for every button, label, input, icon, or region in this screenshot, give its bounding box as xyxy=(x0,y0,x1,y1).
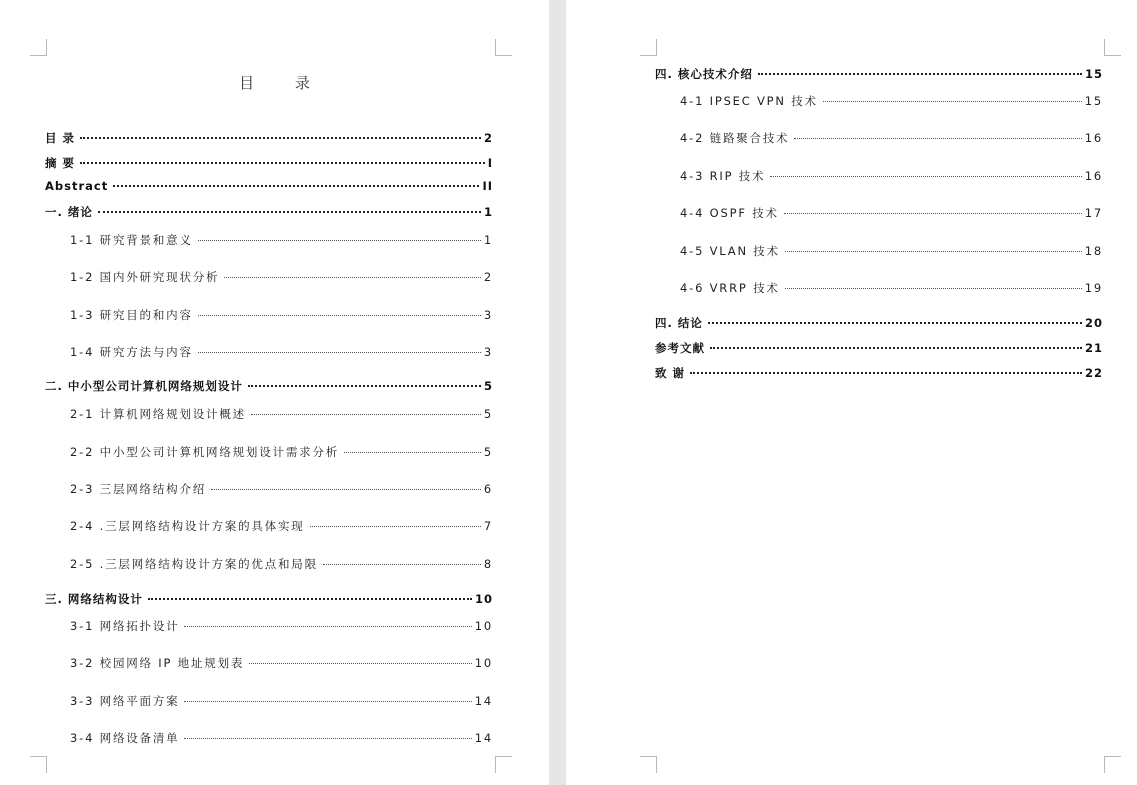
toc-entry-page-number: 17 xyxy=(1084,206,1103,220)
toc-entry-label: 2-3 三层网络结构介绍 xyxy=(70,482,207,496)
toc-entry-page-number: 22 xyxy=(1084,366,1103,380)
toc-entry-label: 三. 网络结构设计 xyxy=(45,592,143,606)
dot-leader xyxy=(198,352,481,353)
toc-entry[interactable] xyxy=(680,280,1103,296)
toc-entry[interactable] xyxy=(680,93,1103,109)
dot-leader xyxy=(251,414,481,415)
toc-entry[interactable] xyxy=(45,130,493,146)
toc-entry-page-number: 14 xyxy=(474,731,493,745)
dot-leader xyxy=(785,251,1082,252)
toc-entry-label: 1-3 研究目的和内容 xyxy=(70,308,193,322)
crop-mark xyxy=(640,756,657,773)
toc-entry-label: 3-1 网络拓扑设计 xyxy=(70,619,180,633)
toc-entry[interactable] xyxy=(70,344,493,360)
toc-entry-page-number: 2 xyxy=(483,270,493,284)
toc-entry-label: 1-2 国内外研究现状分析 xyxy=(70,270,220,284)
toc-entry-label: 4-4 OSPF 技术 xyxy=(680,206,779,220)
toc-entry-label: 一. 绪论 xyxy=(45,205,93,219)
toc-entry-page-number: 5 xyxy=(483,379,493,393)
toc-entry[interactable] xyxy=(70,730,493,746)
toc-entry-page-number: 14 xyxy=(474,694,493,708)
dot-leader xyxy=(184,701,471,702)
dot-leader xyxy=(758,73,1082,75)
dot-leader xyxy=(323,564,481,565)
toc-entry-label: Abstract xyxy=(45,179,109,193)
toc-entry-page-number: 16 xyxy=(1084,131,1103,145)
toc-entry-page-number: I xyxy=(487,156,493,170)
crop-mark xyxy=(1104,756,1121,773)
toc-entry[interactable] xyxy=(45,155,493,171)
crop-mark xyxy=(30,756,47,773)
toc-entry[interactable] xyxy=(70,444,493,460)
toc-entry-page-number: 8 xyxy=(483,557,493,571)
toc-entry-page-number: 15 xyxy=(1084,94,1103,108)
toc-entry-page-number: 10 xyxy=(474,656,493,670)
toc-entry-page-number: 1 xyxy=(483,233,493,247)
toc-entry[interactable] xyxy=(70,655,493,671)
toc-entry[interactable] xyxy=(70,307,493,323)
toc-entry-page-number: 18 xyxy=(1084,244,1103,258)
dot-leader xyxy=(310,526,481,527)
toc-entry[interactable] xyxy=(70,693,493,709)
toc-entry[interactable] xyxy=(70,618,493,634)
toc-entry-label: 摘 要 xyxy=(45,156,76,170)
document-page-right xyxy=(566,0,1137,785)
toc-entry[interactable] xyxy=(655,315,1103,331)
toc-entry-label: 四. 结论 xyxy=(655,316,703,330)
toc-entry[interactable] xyxy=(655,340,1103,356)
dot-leader xyxy=(148,598,472,600)
toc-entry-label: 4-5 VLAN 技术 xyxy=(680,244,780,258)
toc-entry-page-number: 3 xyxy=(483,308,493,322)
toc-entry[interactable] xyxy=(655,66,1103,82)
toc-entry[interactable] xyxy=(70,406,493,422)
toc-title: 目 录 xyxy=(239,74,328,92)
toc-entry[interactable] xyxy=(70,481,493,497)
document-page-left xyxy=(0,0,549,785)
toc-entry-label: 1-1 研究背景和意义 xyxy=(70,233,193,247)
toc-entry-label: 3-4 网络设备清单 xyxy=(70,731,180,745)
toc-entry[interactable] xyxy=(70,518,493,534)
toc-entry-page-number: 5 xyxy=(483,407,493,421)
toc-entry[interactable] xyxy=(45,204,493,220)
dot-leader xyxy=(344,452,481,453)
toc-entry-label: 2-2 中小型公司计算机网络规划设计需求分析 xyxy=(70,445,340,459)
toc-entry-label: 参考文献 xyxy=(655,341,705,355)
toc-entry-page-number: 21 xyxy=(1084,341,1103,355)
toc-entry-page-number: 10 xyxy=(474,592,493,606)
toc-entry-page-number: 16 xyxy=(1084,169,1103,183)
dot-leader xyxy=(113,185,479,187)
crop-mark xyxy=(30,39,47,56)
toc-entry-page-number: 19 xyxy=(1084,281,1103,295)
toc-entry[interactable] xyxy=(70,556,493,572)
toc-entry-label: 1-4 研究方法与内容 xyxy=(70,345,193,359)
dot-leader xyxy=(224,277,481,278)
toc-entry-page-number: 2 xyxy=(483,131,493,145)
dot-leader xyxy=(211,489,481,490)
dot-leader xyxy=(198,315,481,316)
crop-mark xyxy=(495,756,512,773)
toc-entry-page-number: 6 xyxy=(483,482,493,496)
crop-mark xyxy=(640,39,657,56)
toc-entry-label: 四. 核心技术介绍 xyxy=(655,67,753,81)
toc-entry-label: 4-1 IPSEC VPN 技术 xyxy=(680,94,818,108)
dot-leader xyxy=(710,347,1082,349)
toc-entry-page-number: II xyxy=(482,179,493,193)
toc-entry-label: 二. 中小型公司计算机网络规划设计 xyxy=(45,379,243,393)
toc-entry-page-number: 20 xyxy=(1084,316,1103,330)
toc-entry[interactable] xyxy=(45,591,493,607)
toc-entry-label: 4-6 VRRP 技术 xyxy=(680,281,780,295)
dot-leader xyxy=(98,211,481,213)
dot-leader xyxy=(784,213,1082,214)
toc-entry-page-number: 1 xyxy=(483,205,493,219)
dot-leader xyxy=(794,138,1081,139)
toc-entry-label: 2-4 .三层网络结构设计方案的具体实现 xyxy=(70,519,305,533)
toc-entry[interactable] xyxy=(680,205,1103,221)
toc-entry[interactable] xyxy=(680,168,1103,184)
toc-entry[interactable] xyxy=(70,232,493,248)
toc-entry-label: 2-5 .三层网络结构设计方案的优点和局限 xyxy=(70,557,318,571)
toc-entry-label: 目 录 xyxy=(45,131,76,145)
dot-leader xyxy=(690,372,1082,374)
dot-leader xyxy=(80,162,485,164)
toc-entry-page-number: 7 xyxy=(483,519,493,533)
crop-mark xyxy=(1104,39,1121,56)
dot-leader xyxy=(184,738,471,739)
toc-entry-page-number: 5 xyxy=(483,445,493,459)
toc-entry-label: 3-3 网络平面方案 xyxy=(70,694,180,708)
dot-leader xyxy=(184,626,471,627)
dot-leader xyxy=(770,176,1081,177)
dot-leader xyxy=(785,288,1082,289)
toc-entry[interactable] xyxy=(45,378,493,394)
toc-entry[interactable] xyxy=(680,243,1103,259)
dot-leader xyxy=(80,137,481,139)
dot-leader xyxy=(248,385,481,387)
toc-entry[interactable] xyxy=(45,179,493,193)
toc-entry[interactable] xyxy=(70,269,493,285)
dot-leader xyxy=(708,322,1082,324)
crop-mark xyxy=(495,39,512,56)
toc-entry-page-number: 10 xyxy=(474,619,493,633)
toc-entry-page-number: 3 xyxy=(483,345,493,359)
toc-entry-label: 2-1 计算机网络规划设计概述 xyxy=(70,407,246,421)
dot-leader xyxy=(823,101,1082,102)
toc-entry-label: 4-3 RIP 技术 xyxy=(680,169,766,183)
dot-leader xyxy=(198,240,481,241)
toc-entry[interactable] xyxy=(680,130,1103,146)
toc-entry[interactable] xyxy=(655,365,1103,381)
toc-entry-label: 致 谢 xyxy=(655,366,686,380)
toc-entry-page-number: 15 xyxy=(1084,67,1103,81)
dot-leader xyxy=(249,663,472,664)
toc-entry-label: 3-2 校园网络 IP 地址规划表 xyxy=(70,656,245,670)
toc-entry-label: 4-2 链路聚合技术 xyxy=(680,131,790,145)
